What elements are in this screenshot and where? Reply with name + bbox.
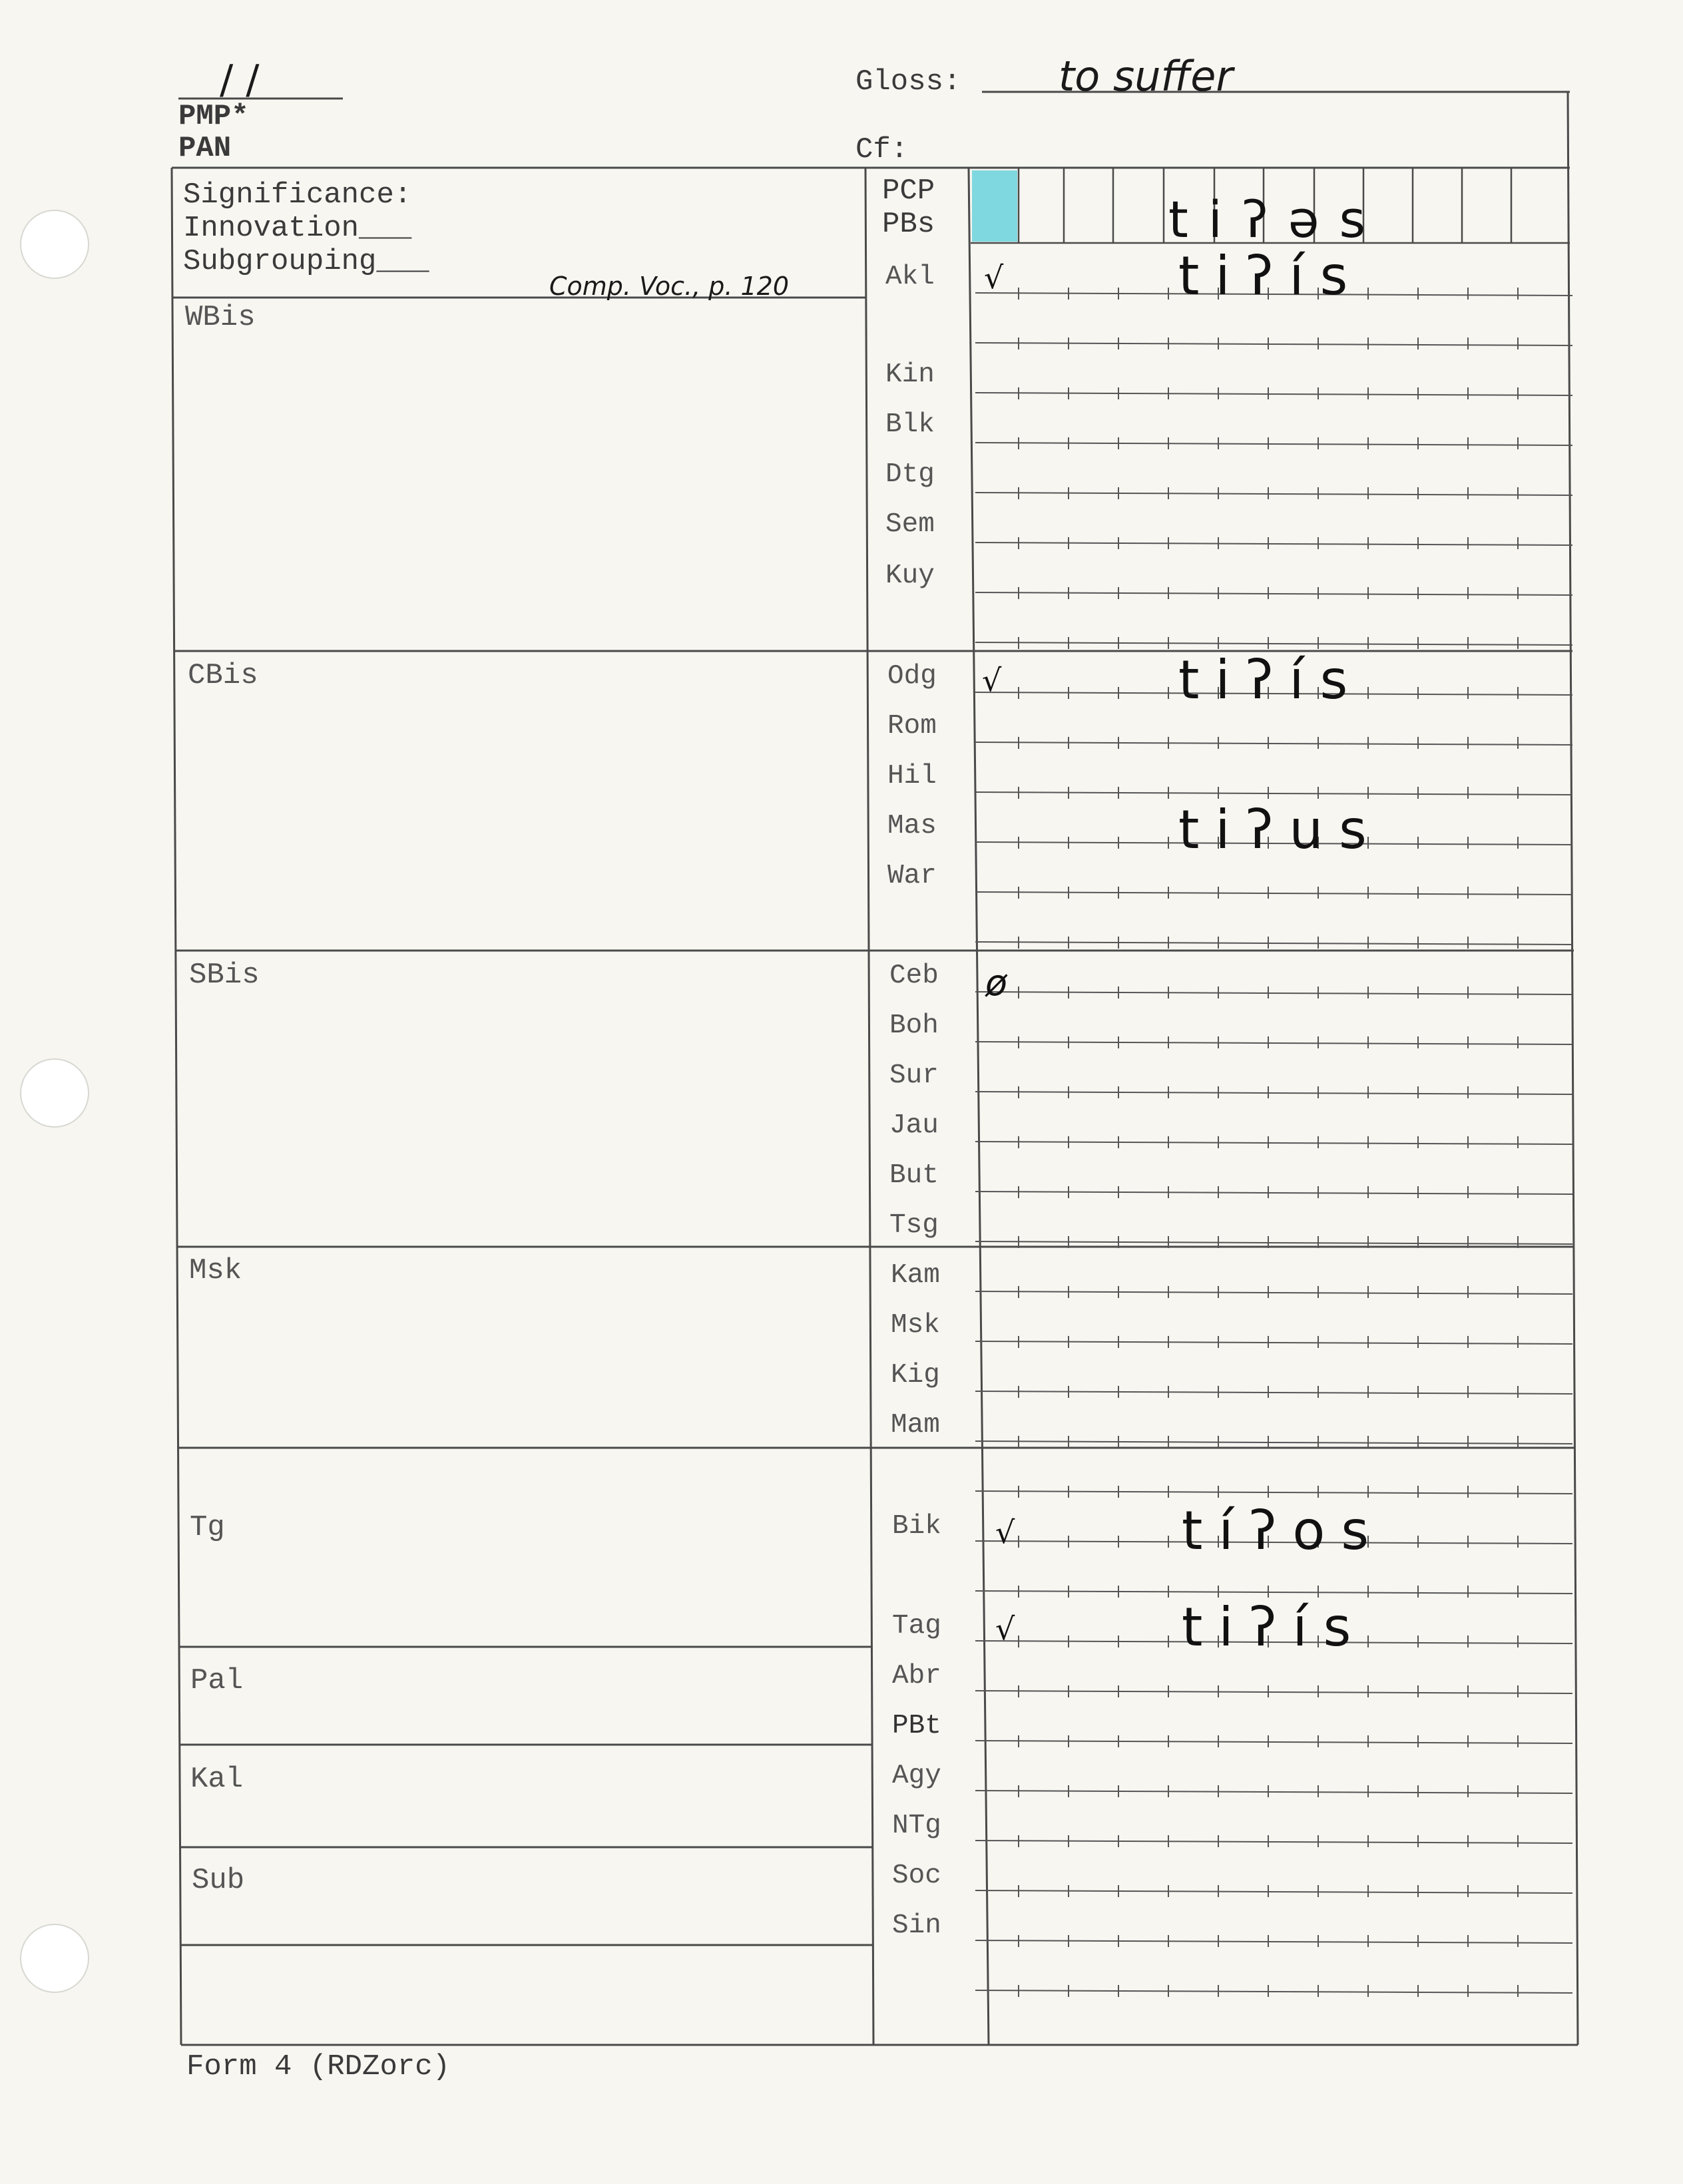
group-msk: Msk	[189, 1254, 242, 1287]
akl-form: tiʔís	[1178, 245, 1364, 307]
gloss-label: Gloss:	[855, 65, 961, 99]
group-sub: Sub	[192, 1864, 245, 1897]
pmp-label: PMP*	[178, 100, 249, 133]
form-footer-label: Form 4 (RDZorc)	[186, 2050, 451, 2083]
group-wbis: WBis	[185, 301, 256, 334]
ceb-zero-mark: ø	[985, 962, 1008, 1004]
akl-check-mark: √	[984, 260, 1004, 296]
lang-rom: Rom	[887, 711, 937, 742]
bik-check-mark: √	[995, 1514, 1015, 1550]
significance-label: Significance:	[183, 178, 412, 212]
lang-bik: Bik	[892, 1511, 941, 1542]
pcp-form: tiʔəs	[1168, 190, 1386, 249]
lang-tag: Tag	[892, 1611, 941, 1641]
lang-agy: Agy	[892, 1761, 941, 1791]
lang-war: War	[887, 861, 937, 891]
lang-blk: Blk	[885, 409, 935, 440]
lang-abr: Abr	[892, 1661, 941, 1691]
date-marks: / /	[220, 57, 260, 103]
lang-mam: Mam	[891, 1410, 940, 1440]
gloss-value: to suffer	[1059, 52, 1233, 101]
lang-kam: Kam	[891, 1260, 940, 1291]
lang-but: But	[889, 1160, 939, 1191]
pbs-label: PBs	[882, 208, 935, 241]
lang-pbt: PBt	[892, 1711, 941, 1741]
odg-check-mark: √	[982, 662, 1002, 698]
pcp-label: PCP	[882, 174, 935, 208]
lang-dtg: Dtg	[885, 459, 935, 490]
lang-sur: Sur	[889, 1060, 939, 1091]
lang-ceb: Ceb	[889, 961, 939, 991]
pcp-highlight-box	[972, 170, 1017, 242]
group-kal: Kal	[190, 1763, 244, 1796]
lang-jau: Jau	[889, 1110, 939, 1141]
innovation-label: Innovation___	[183, 212, 412, 245]
lang-boh: Boh	[889, 1010, 939, 1041]
odg-form: tiʔís	[1178, 649, 1364, 711]
lang-soc: Soc	[892, 1860, 941, 1891]
lang-akl: Akl	[885, 262, 935, 292]
group-pal: Pal	[190, 1664, 244, 1697]
pan-label: PAN	[178, 132, 232, 165]
lang-msk: Msk	[891, 1310, 940, 1341]
tag-check-mark: √	[995, 1611, 1015, 1647]
group-tg: Tg	[190, 1511, 225, 1544]
lang-odg: Odg	[887, 661, 937, 692]
mas-form: tiʔus	[1178, 799, 1383, 861]
lang-kuy: Kuy	[885, 560, 935, 591]
reference-note: Comp. Voc., p. 120	[549, 272, 790, 301]
tag-form: tiʔís	[1182, 1596, 1367, 1658]
lang-hil: Hil	[887, 761, 937, 791]
group-sbis: SBis	[189, 959, 260, 992]
subgrouping-label: Subgrouping___	[183, 245, 429, 278]
lang-tsg: Tsg	[889, 1210, 939, 1241]
lang-kig: Kig	[891, 1360, 940, 1391]
bik-form: tíʔos	[1182, 1500, 1385, 1562]
lang-sem: Sem	[885, 509, 935, 540]
lang-mas: Mas	[887, 811, 937, 841]
group-cbis: CBis	[188, 659, 258, 692]
lang-ntg: NTg	[892, 1811, 941, 1841]
cf-label: Cf:	[855, 133, 909, 166]
lang-sin: Sin	[892, 1910, 941, 1941]
lang-kin: Kin	[885, 359, 935, 390]
